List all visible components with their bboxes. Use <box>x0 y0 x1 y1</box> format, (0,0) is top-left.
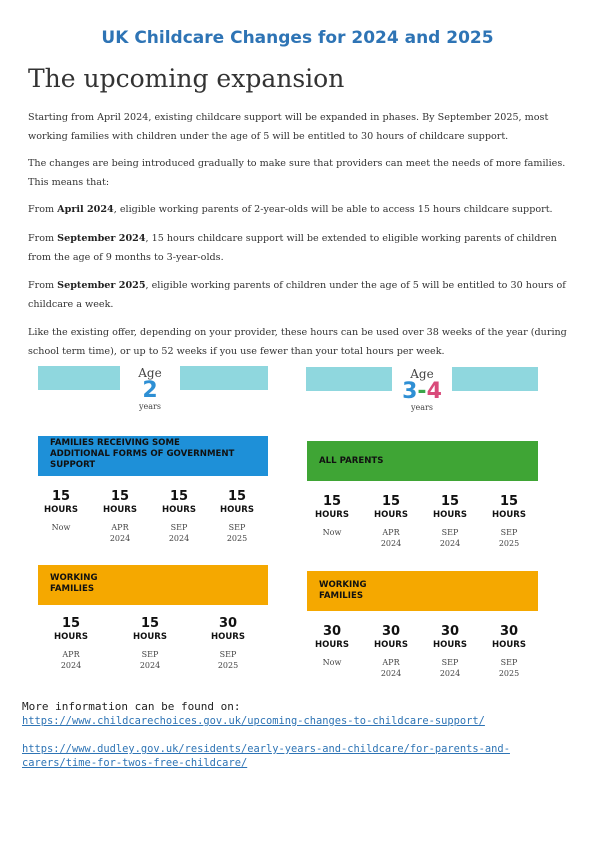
section-heading: The upcoming expansion <box>28 64 345 93</box>
gradual-paragraph: The changes are being introduced gradually to make sure that providers can meet the needs of more families. This means that: <box>28 158 566 188</box>
link-childcarechoices[interactable]: https://www.childcarechoices.gov.uk/upcoming-changes-to-childcare-support/ <box>22 715 485 727</box>
right-working-cell-apr-2024: 30 HOURS APR 2024 <box>374 624 408 678</box>
right-working-cell-sep-2025: 30 HOURS SEP 2025 <box>492 624 526 678</box>
left-support-cell-now: 15 HOURS Now <box>44 489 78 532</box>
left-support-cell-apr-2024: 15 HOURS APR 2024 <box>103 489 137 543</box>
link-dudley[interactable]: https://www.dudley.gov.uk/residents/early-years-and-childcare/for-parents-and-carers/time-for-twos-free-childcare/ <box>22 743 510 769</box>
age-2-badge: Age 2 years <box>120 366 180 418</box>
left-support-cell-sep-2024: 15 HOURS SEP 2024 <box>162 489 196 543</box>
right-working-cell-now: 30 HOURS Now <box>315 624 349 667</box>
banner-additional-support: FAMILIES RECEIVING SOME ADDITIONAL FORMS OF GOVERNMENT SUPPORT <box>38 436 268 476</box>
banner-working-families-age-3-4: WORKING FAMILIES <box>307 571 538 611</box>
right-working-cell-sep-2024: 30 HOURS SEP 2024 <box>433 624 467 678</box>
more-info-label: More information can be found on: <box>22 700 241 713</box>
left-working-cell-apr-2024: 15 HOURS APR 2024 <box>54 616 88 670</box>
banner-all-parents: ALL PARENTS <box>307 441 538 481</box>
intro-paragraph: Starting from April 2024, existing childcare support will be expanded in phases. By September 2025, most working families with children under the age of 5 will be entitled to 30 hours of childcare support. <box>28 112 549 142</box>
point-september-2025: From September 2025, eligible working parents of children under the age of 5 will be entitled to 30 hours of childcare a week. <box>28 280 566 310</box>
existing-offer-paragraph: Like the existing offer, depending on your provider, these hours can be used over 38 weeks of the year (during school term time), or up to 52 weeks if you use fewer than your total hours per week. <box>28 327 567 357</box>
point-september-2024: From September 2024, 15 hours childcare support will be extended to eligible working parents of children from the age of 9 months to 3-year-olds. <box>28 233 557 263</box>
right-all-cell-sep-2025: 15 HOURS SEP 2025 <box>492 494 526 548</box>
right-all-cell-sep-2024: 15 HOURS SEP 2024 <box>433 494 467 548</box>
right-all-cell-apr-2024: 15 HOURS APR 2024 <box>374 494 408 548</box>
banner-working-families-age-2: WORKING FAMILIES <box>38 565 268 605</box>
left-support-cell-sep-2025: 15 HOURS SEP 2025 <box>220 489 254 543</box>
page-title: UK Childcare Changes for 2024 and 2025 <box>101 28 494 48</box>
point-april-2024: From April 2024, eligible working parents of 2-year-olds will be able to access 15 hours childcare support. <box>28 204 553 215</box>
age-3-4-badge: Age 3-4 years <box>392 367 452 425</box>
right-all-cell-now: 15 HOURS Now <box>315 494 349 537</box>
left-working-cell-sep-2024: 15 HOURS SEP 2024 <box>133 616 167 670</box>
left-working-cell-sep-2025: 30 HOURS SEP 2025 <box>211 616 245 670</box>
